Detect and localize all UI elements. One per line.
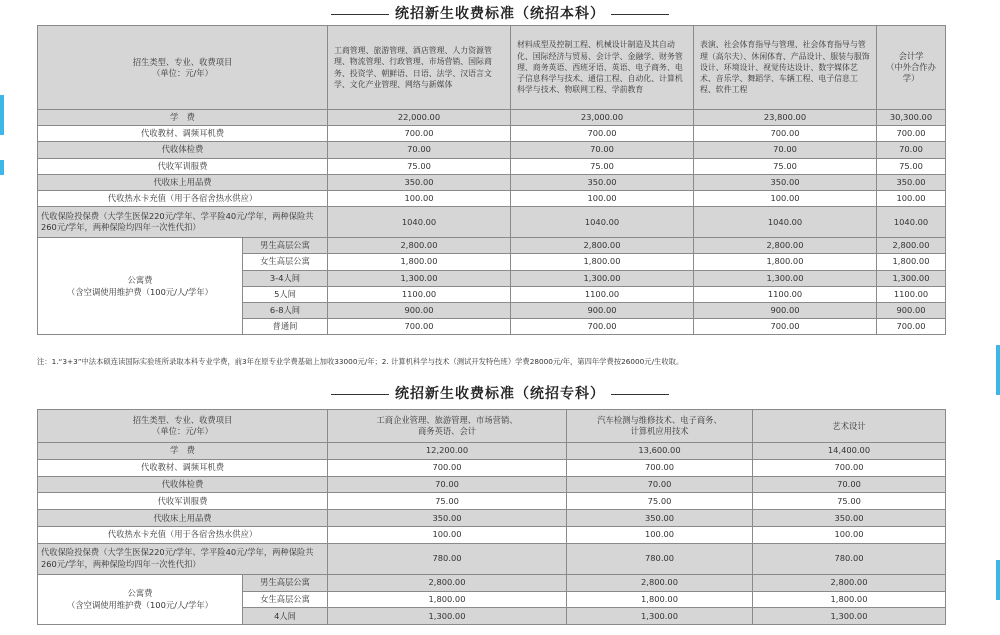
table-header-row xyxy=(38,26,946,110)
fee-value: 1040.00 xyxy=(328,207,511,238)
fee-value: 1,800.00 xyxy=(511,254,694,270)
fee-value: 100.00 xyxy=(511,190,694,206)
table-row xyxy=(38,126,946,142)
fee-value: 12,200.00 xyxy=(328,443,567,460)
fee-value: 1,300.00 xyxy=(511,270,694,286)
table-row xyxy=(38,158,946,174)
fee-value: 350.00 xyxy=(567,510,753,527)
major-column-header: 会计学 （中外合作办学） xyxy=(877,26,946,110)
fee-value: 75.00 xyxy=(877,158,946,174)
fee-item-label: 代收军训服费 xyxy=(38,158,328,174)
fee-value: 1,300.00 xyxy=(328,608,567,625)
header-label-cell xyxy=(38,26,328,110)
fee-value: 2,800.00 xyxy=(328,574,567,591)
table-row xyxy=(38,543,946,574)
table-row xyxy=(38,190,946,206)
fee-value: 1,300.00 xyxy=(567,608,753,625)
fee-value: 100.00 xyxy=(328,190,511,206)
fee-value: 700.00 xyxy=(328,459,567,476)
fee-value: 2,800.00 xyxy=(567,574,753,591)
fee-value: 1100.00 xyxy=(694,286,877,302)
fee-value: 100.00 xyxy=(567,526,753,543)
fee-value: 75.00 xyxy=(511,158,694,174)
major-column-header: 艺术设计 xyxy=(753,410,946,443)
fee-item-label: 代收体检费 xyxy=(38,476,328,493)
bachelor-footnote: 注：1.“3+3”中法本硕连读国际实验班所录取本科专业学费，前3年在原专业学费基础上加收33000元/年；2. 计算机科学与技术（测试开发特色班）学费28000元/年，第四年学费按26000元/生收取。 xyxy=(37,357,684,366)
fee-value: 900.00 xyxy=(511,302,694,318)
title-rule-left xyxy=(331,14,389,15)
college-fee-table xyxy=(37,409,946,625)
fee-value: 23,000.00 xyxy=(511,110,694,126)
fee-value: 30,300.00 xyxy=(877,110,946,126)
fee-item-label: 代收床上用品费 xyxy=(38,510,328,527)
fee-item-label: 代收教材、调频耳机费 xyxy=(38,126,328,142)
fee-value: 900.00 xyxy=(877,302,946,318)
fee-value: 100.00 xyxy=(694,190,877,206)
fee-item-label: 代收保险投保费（大学生医保220元/学年、学平险40元/学年，两种保险共260元/学年，两种保险均四年一次性代扣） xyxy=(38,207,328,238)
fee-value: 2,800.00 xyxy=(694,238,877,254)
room-type-label: 普通间 xyxy=(243,319,328,335)
fee-value: 900.00 xyxy=(328,302,511,318)
fee-value: 350.00 xyxy=(877,174,946,190)
room-type-label: 男生高层公寓 xyxy=(243,574,328,591)
fee-item-label: 代收热水卡充值（用于各宿舍热水供应） xyxy=(38,526,328,543)
fee-value: 1,800.00 xyxy=(694,254,877,270)
table-row xyxy=(38,142,946,158)
fee-value: 1,800.00 xyxy=(877,254,946,270)
room-type-label: 5人间 xyxy=(243,286,328,302)
bachelor-title-text: 统招新生收费标准（统招本科） xyxy=(395,6,605,22)
apartment-row xyxy=(38,238,946,254)
fee-value: 1,300.00 xyxy=(694,270,877,286)
title-rule-right xyxy=(611,14,669,15)
edge-accent xyxy=(996,560,1000,600)
table-row xyxy=(38,110,946,126)
header-unit-line: （单位：元/年） xyxy=(152,426,213,436)
major-column-header: 工商管理、旅游管理、酒店管理、人力资源管理、物流管理、行政管理、市场营销、国际商务、投资学、朝鲜语、日语、法学、汉语言文学、文化产业管理、网络与新媒体 xyxy=(328,26,511,110)
fee-value: 350.00 xyxy=(694,174,877,190)
fee-value: 2,800.00 xyxy=(511,238,694,254)
fee-value: 700.00 xyxy=(328,319,511,335)
fee-value: 1,800.00 xyxy=(328,591,567,608)
major-column-header: 表演、社会体育指导与管理、社会体育指导与管理（高尔夫）、休闲体育、产品设计、服装与服饰设计、环境设计、视觉传达设计、数字媒体艺术、音乐学、舞蹈学、车辆工程、电子信息工程、软件工程 xyxy=(694,26,877,110)
table-row xyxy=(38,459,946,476)
table-row xyxy=(38,493,946,510)
header-label-cell xyxy=(38,410,328,443)
fee-value: 70.00 xyxy=(511,142,694,158)
fee-value: 1040.00 xyxy=(694,207,877,238)
table-row xyxy=(38,476,946,493)
fee-value: 75.00 xyxy=(328,493,567,510)
fee-value: 70.00 xyxy=(328,476,567,493)
fee-value: 70.00 xyxy=(567,476,753,493)
fee-value: 23,800.00 xyxy=(694,110,877,126)
fee-value: 1,800.00 xyxy=(328,254,511,270)
fee-value: 2,800.00 xyxy=(877,238,946,254)
apartment-fee-group-label: 公寓费 （含空调使用维护费（100元/人/学年） xyxy=(38,574,243,624)
room-type-label: 4人间 xyxy=(243,608,328,625)
fee-item-label: 学 费 xyxy=(38,443,328,460)
college-title-text: 统招新生收费标准（统招专科） xyxy=(395,386,605,402)
fee-value: 22,000.00 xyxy=(328,110,511,126)
fee-value: 1100.00 xyxy=(328,286,511,302)
major-column-header: 汽车检测与维修技术、电子商务、 计算机应用技术 xyxy=(567,410,753,443)
fee-value: 700.00 xyxy=(328,126,511,142)
fee-value: 780.00 xyxy=(567,543,753,574)
fee-value: 700.00 xyxy=(753,459,946,476)
fee-value: 70.00 xyxy=(328,142,511,158)
fee-value: 700.00 xyxy=(567,459,753,476)
fee-value: 350.00 xyxy=(753,510,946,527)
fee-value: 13,600.00 xyxy=(567,443,753,460)
table-row xyxy=(38,526,946,543)
fee-value: 1,300.00 xyxy=(328,270,511,286)
fee-value: 900.00 xyxy=(694,302,877,318)
title-rule-left xyxy=(331,394,389,395)
room-type-label: 女生高层公寓 xyxy=(243,591,328,608)
title-rule-right xyxy=(611,394,669,395)
fee-item-label: 代收军训服费 xyxy=(38,493,328,510)
bachelor-section-title xyxy=(0,3,1000,23)
fee-value: 780.00 xyxy=(328,543,567,574)
major-column-header: 材料成型及控制工程、机械设计制造及其自动化、国际经济与贸易、会计学、金融学、财务管理、商务英语、西班牙语、英语、电子商务、电子信息科学与技术、通信工程、自动化、计算机科学与技术、物联网工程、学前教育 xyxy=(511,26,694,110)
header-unit-line: （单位：元/年） xyxy=(152,67,213,78)
fee-value: 350.00 xyxy=(328,174,511,190)
fee-value: 700.00 xyxy=(877,319,946,335)
fee-value: 1,800.00 xyxy=(567,591,753,608)
fee-value: 700.00 xyxy=(511,319,694,335)
fee-value: 700.00 xyxy=(877,126,946,142)
apartment-fee-group-label: 公寓费 （含空调使用维护费（100元/人/学年） xyxy=(38,238,243,335)
fee-value: 700.00 xyxy=(694,126,877,142)
table-row xyxy=(38,207,946,238)
table-header-row xyxy=(38,410,946,443)
fee-value: 100.00 xyxy=(877,190,946,206)
fee-value: 1040.00 xyxy=(877,207,946,238)
fee-value: 780.00 xyxy=(753,543,946,574)
bachelor-fee-table xyxy=(37,25,946,335)
fee-value: 75.00 xyxy=(694,158,877,174)
page-edge-left xyxy=(0,0,9,635)
fee-value: 700.00 xyxy=(511,126,694,142)
fee-item-label: 代收床上用品费 xyxy=(38,174,328,190)
room-type-label: 女生高层公寓 xyxy=(243,254,328,270)
fee-value: 1040.00 xyxy=(511,207,694,238)
fee-value: 1,300.00 xyxy=(877,270,946,286)
table-row xyxy=(38,510,946,527)
room-type-label: 6-8人间 xyxy=(243,302,328,318)
fee-value: 350.00 xyxy=(511,174,694,190)
fee-value: 1,300.00 xyxy=(753,608,946,625)
header-label-line: 招生类型、专业、收费项目 xyxy=(132,56,233,67)
fee-item-label: 代收热水卡充值（用于各宿舍热水供应） xyxy=(38,190,328,206)
room-type-label: 3-4人间 xyxy=(243,270,328,286)
fee-item-label: 代收教材、调频耳机费 xyxy=(38,459,328,476)
major-column-header: 工商企业管理、旅游管理、市场营销、 商务英语、会计 xyxy=(328,410,567,443)
fee-value: 2,800.00 xyxy=(328,238,511,254)
table-row xyxy=(38,174,946,190)
fee-value: 75.00 xyxy=(328,158,511,174)
edge-accent xyxy=(0,95,4,135)
college-section-title xyxy=(0,383,1000,403)
table-row xyxy=(38,443,946,460)
fee-value: 100.00 xyxy=(328,526,567,543)
page-edge-right xyxy=(991,0,1000,635)
fee-value: 100.00 xyxy=(753,526,946,543)
room-type-label: 男生高层公寓 xyxy=(243,238,328,254)
fee-item-label: 代收保险投保费（大学生医保220元/学年、学平险40元/学年，两种保险共260元/学年，两种保险均四年一次性代扣） xyxy=(38,543,328,574)
apartment-row xyxy=(38,574,946,591)
header-label-line: 招生类型、专业、收费项目 xyxy=(132,415,233,425)
fee-value: 1,800.00 xyxy=(753,591,946,608)
fee-value: 75.00 xyxy=(753,493,946,510)
fee-value: 350.00 xyxy=(328,510,567,527)
fee-value: 70.00 xyxy=(694,142,877,158)
fee-value: 75.00 xyxy=(567,493,753,510)
fee-value: 1100.00 xyxy=(877,286,946,302)
fee-value: 70.00 xyxy=(753,476,946,493)
edge-accent xyxy=(0,160,4,175)
fee-value: 14,400.00 xyxy=(753,443,946,460)
fee-value: 70.00 xyxy=(877,142,946,158)
fee-value: 1100.00 xyxy=(511,286,694,302)
fee-value: 2,800.00 xyxy=(753,574,946,591)
fee-item-label: 代收体检费 xyxy=(38,142,328,158)
fee-item-label: 学 费 xyxy=(38,110,328,126)
fee-value: 700.00 xyxy=(694,319,877,335)
